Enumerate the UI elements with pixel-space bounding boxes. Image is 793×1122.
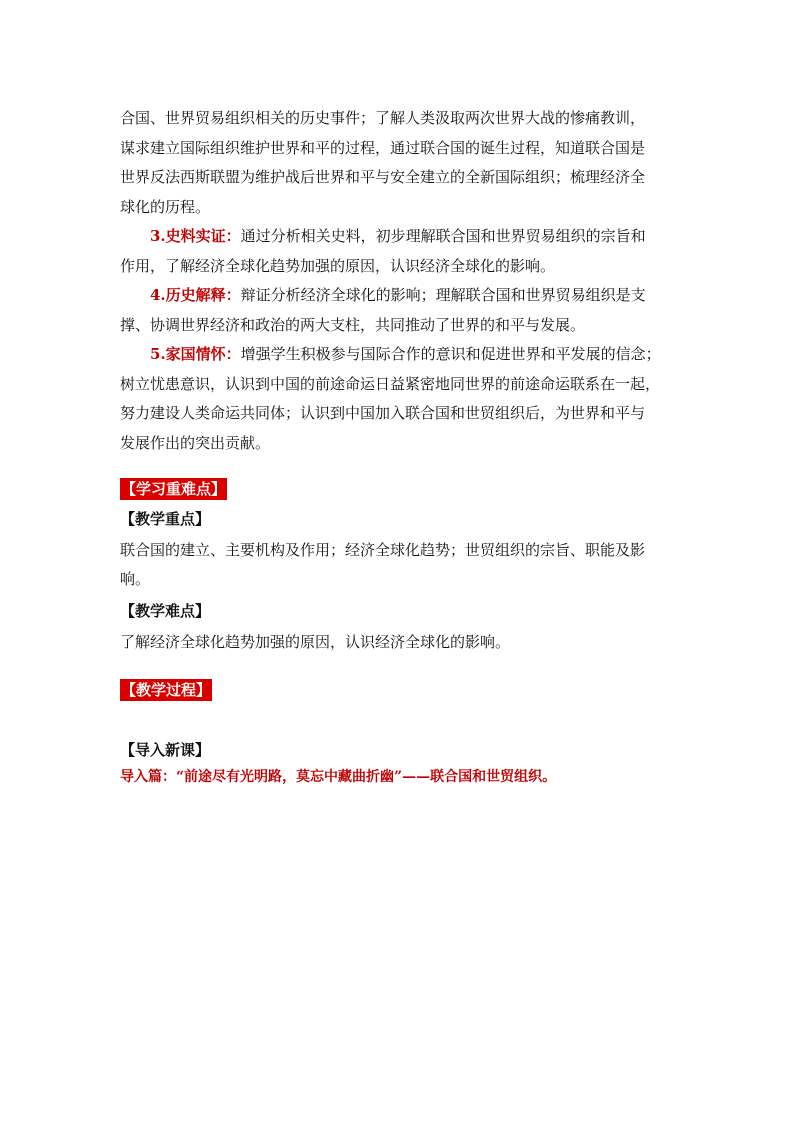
goals-continuation [120, 104, 680, 222]
text-line: 撑、协调世界经济和政治的两大支柱，共同推动了世界的和平与发展。 [120, 315, 586, 334]
text-line: 发展作出的突出贡献。 [120, 433, 271, 452]
text-line: 通过分析相关史料，初步理解联合国和世界贸易组织的宗旨和 [240, 227, 646, 245]
text-line: 辩证分析经济全球化的影响；理解联合国和世界贸易组织是支 [240, 286, 646, 304]
text-line: 响。 [120, 570, 151, 588]
focus-heading: 【教学重点】 [120, 510, 211, 528]
text-line: 联合国的建立、主要机构及作用；经济全球化趋势；世贸组织的宗旨、职能及影 [120, 541, 646, 559]
text-line: 努力建设人类命运共同体；认识到中国加入联合国和世贸组织后，为世界和平与 [120, 404, 646, 422]
intro-heading: 【导入新课】 [120, 741, 211, 759]
text-line: 合国、世界贸易组织相关的历史事件；了解人类汲取两次世界大战的惨痛教训， [120, 109, 646, 127]
process-section [120, 679, 680, 789]
difficulty-heading: 【教学难点】 [120, 602, 211, 620]
goal-item-5 [120, 340, 680, 458]
text-line: 作用，了解经济全球化趋势加强的原因，认识经济全球化的影响。 [120, 256, 556, 275]
goal-label: 4.历史解释： [150, 286, 241, 304]
text-line: 球化的历程。 [120, 197, 211, 216]
text-line: 谋求建立国际组织维护世界和平的过程，通过联合国的诞生过程，知道联合国是 [120, 138, 646, 157]
text-line: 增强学生积极参与国际合作的意识和促进世界和平发展的信念； [240, 345, 661, 363]
document-page [120, 104, 680, 789]
goal-label: 5.家国情怀： [150, 345, 241, 363]
key-points-section [120, 478, 680, 657]
text-line: 世界反法西斯联盟为维护战后世界和平与安全建立的全新国际组织；梳理经济全 [120, 168, 646, 186]
goal-item-4 [120, 281, 680, 340]
section-heading: 【教学过程】 [121, 681, 212, 699]
goal-item-3 [120, 222, 680, 281]
section-heading: 【学习重难点】 [121, 480, 227, 498]
intro-text: 导入篇：“前途尽有光明路，莫忘中藏曲折幽”——联合国和世贸组织。 [120, 769, 557, 785]
text-line: 树立忧患意识，认识到中国的前途命运日益紧密地同世界的前途命运联系在一起， [120, 374, 661, 393]
goal-label: 3.史料实证： [150, 227, 241, 245]
text-line: 了解经济全球化趋势加强的原因，认识经济全球化的影响。 [120, 633, 511, 651]
